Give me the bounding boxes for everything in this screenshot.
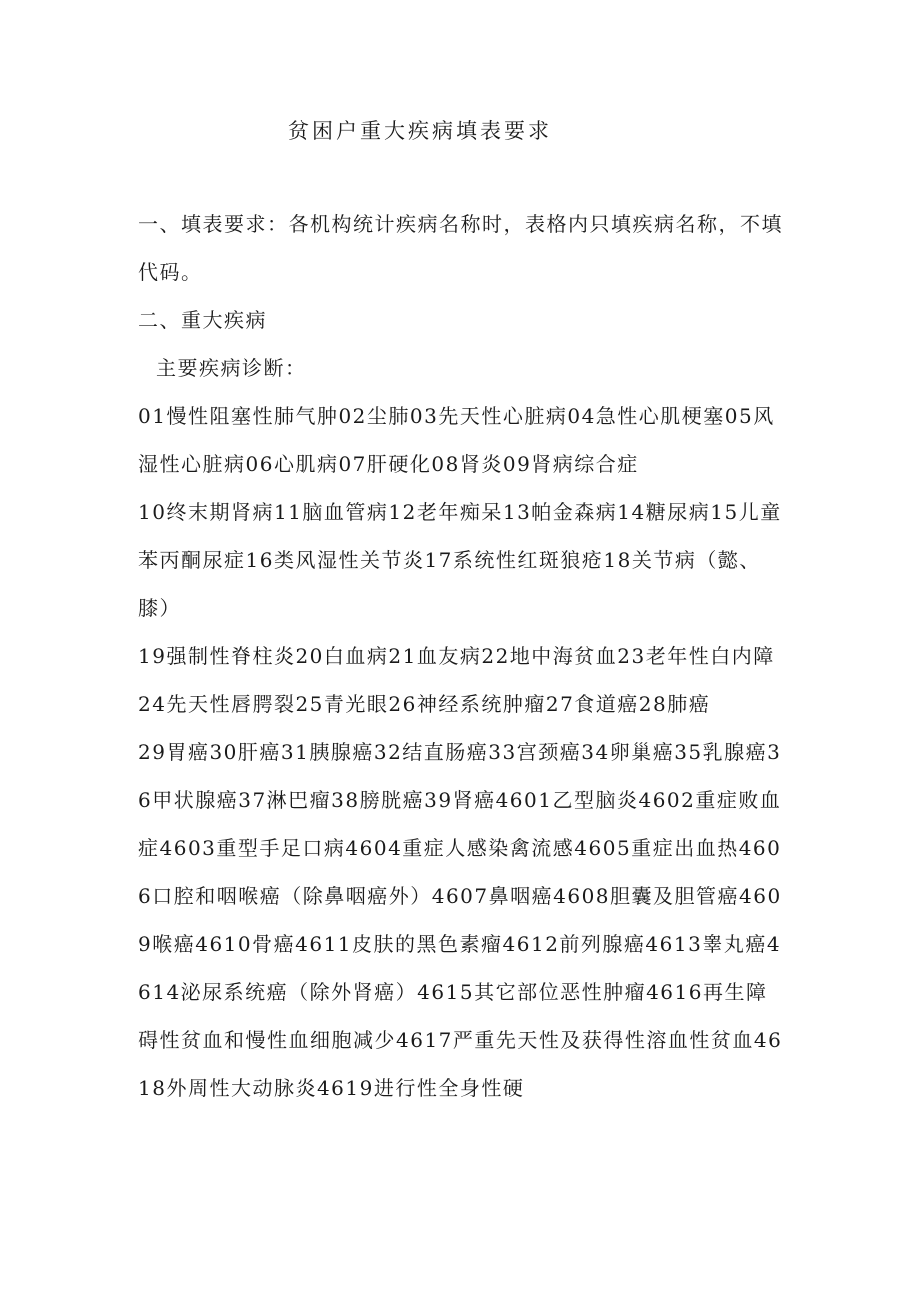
main-diagnosis-subheading: 主要疾病诊断： <box>156 356 307 380</box>
section-major-diseases-heading: 二、重大疾病 <box>138 308 267 332</box>
section-fill-requirements: 一、填表要求：各机构统计疾病名称时，表格内只填疾病名称，不填代码。 <box>138 212 783 284</box>
document-title: 贫困户重大疾病填表要求 <box>288 119 552 143</box>
disease-paragraph-1: 01慢性阻塞性肺气肿02尘肺03先天性心脏病04急性心肌梗塞05风湿性心脏病06心肌病07肝硬化08肾炎09肾病综合症 <box>138 404 775 476</box>
disease-paragraph-2: 10终末期肾病11脑血管病12老年痴呆13帕金森病14糖尿病15儿童苯丙酮尿症16类风湿性关节炎17系统性红斑狼疮18关节病（懿、膝） <box>138 500 782 620</box>
disease-paragraph-3: 19强制性脊柱炎20白血病21血友病22地中海贫血23老年性白内障24先天性唇腭裂25青光眼26神经系统肿瘤27食道癌28肺癌 <box>138 644 775 716</box>
document-body <box>138 200 788 1112</box>
disease-paragraph-4: 29胃癌30肝癌31胰腺癌32结直肠癌33宫颈癌34卵巢癌35乳腺癌36甲状腺癌37淋巴瘤38膀胱癌39肾癌4601乙型脑炎4602重症败血症4603重型手足口病4604重症人感染禽流感4605重症出血热4606口腔和咽喉癌（除鼻咽癌外）4607鼻咽癌4608胆囊及胆管癌4609喉癌4610骨癌4611皮肤的黑色素瘤4612前列腺癌4613睾丸癌4614泌尿系统癌（除外肾癌）4615其它部位恶性肿瘤4616再生障碍性贫血和慢性血细胞减少4617严重先天性及获得性溶血性贫血4618外周性大动脉炎4619进行性全身性硬 <box>138 740 783 1100</box>
